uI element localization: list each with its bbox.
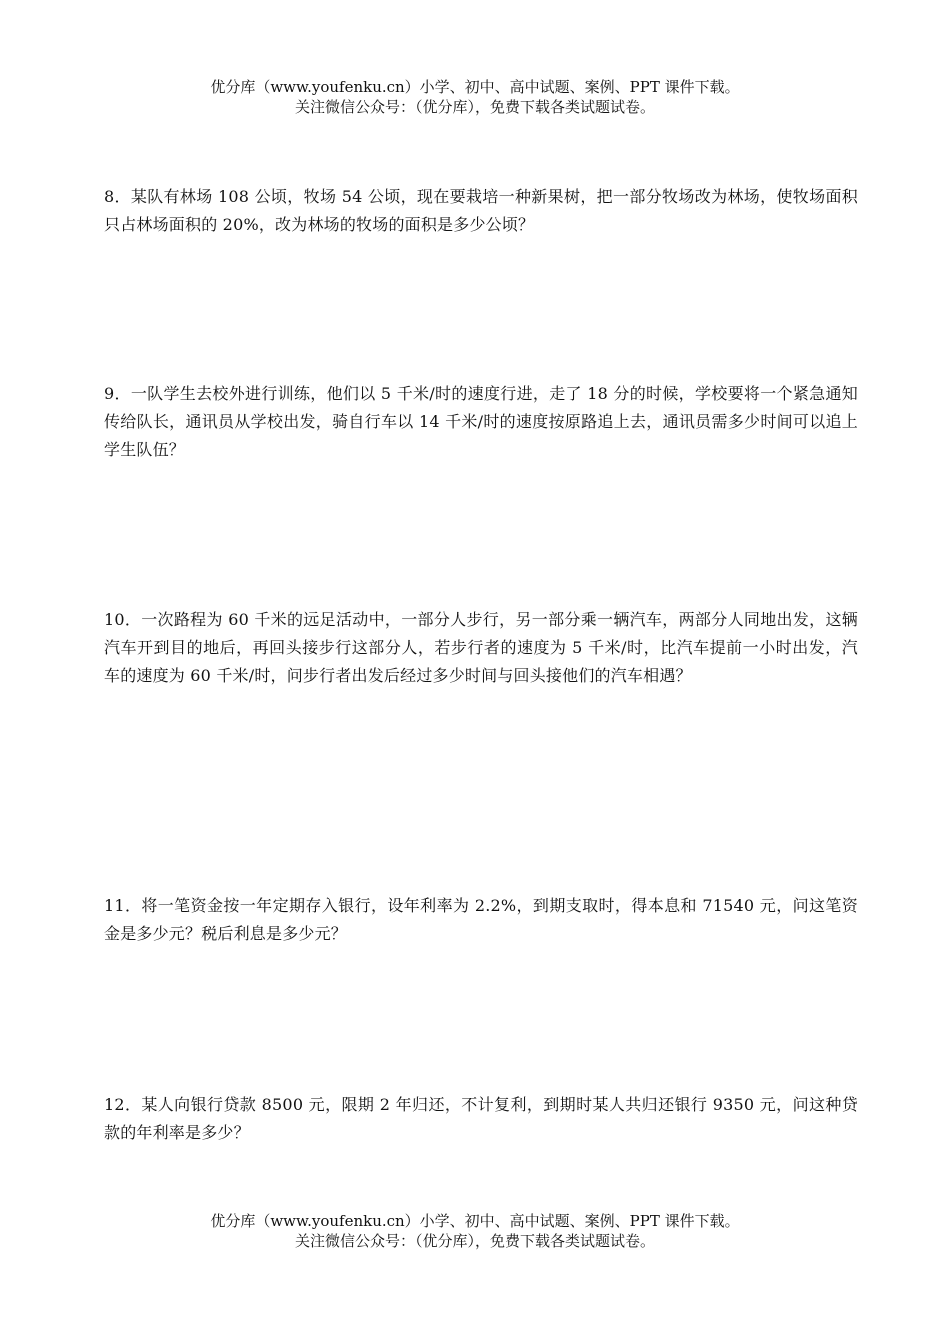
question-8 xyxy=(104,183,858,239)
page-footer xyxy=(0,1211,950,1251)
question-text: 将一笔资金按一年定期存入银行，设年利率为 2.2%，到期支取时，得本息和 71540 元，问这笔资金是多少元？税后利息是多少元？ xyxy=(104,896,859,943)
question-text: 一次路程为 60 千米的远足活动中，一部分人步行，另一部分乘一辆汽车，两部分人同地出发，这辆汽车开到目的地后，再回头接步行这部分人，若步行者的速度为 5 千米/时，比汽车提前一小时出发，汽车的速度为 60 千米/时，问步行者出发后经过多少时间与回头接他们的汽车相遇？ xyxy=(104,610,858,685)
question-text: 某队有林场 108 公顷，牧场 54 公顷，现在要栽培一种新果树，把一部分牧场改为林场，使牧场面积只占林场面积的 20%，改为林场的牧场的面积是多少公顷？ xyxy=(104,187,858,234)
question-9 xyxy=(104,380,858,464)
question-number: 8． xyxy=(104,187,131,206)
page-header xyxy=(0,77,950,117)
question-12 xyxy=(104,1091,858,1147)
header-line-2: 关注微信公众号：（优分库），免费下载各类试题试卷。 xyxy=(294,98,655,116)
footer-line-1: 优分库（www.youfenku.cn）小学、初中、高中试题、案例、PPT 课件下载。 xyxy=(210,1212,740,1230)
question-number: 9． xyxy=(104,384,131,403)
question-text: 一队学生去校外进行训练，他们以 5 千米/时的速度行进，走了 18 分的时候，学校要将一个紧急通知传给队长，通讯员从学校出发，骑自行车以 14 千米/时的速度按原路追上去，通讯员需多少时间可以追上学生队伍？ xyxy=(104,384,858,459)
question-11 xyxy=(104,892,858,948)
question-number: 11． xyxy=(104,896,142,915)
question-text: 某人向银行贷款 8500 元，限期 2 年归还，不计复利，到期时某人共归还银行 9350 元，问这种贷款的年利率是多少？ xyxy=(104,1095,858,1142)
question-number: 10． xyxy=(104,610,142,629)
header-line-1: 优分库（www.youfenku.cn）小学、初中、高中试题、案例、PPT 课件下载。 xyxy=(210,78,740,96)
question-number: 12． xyxy=(104,1095,142,1114)
question-10 xyxy=(104,606,858,690)
footer-line-2: 关注微信公众号：（优分库），免费下载各类试题试卷。 xyxy=(294,1232,655,1250)
